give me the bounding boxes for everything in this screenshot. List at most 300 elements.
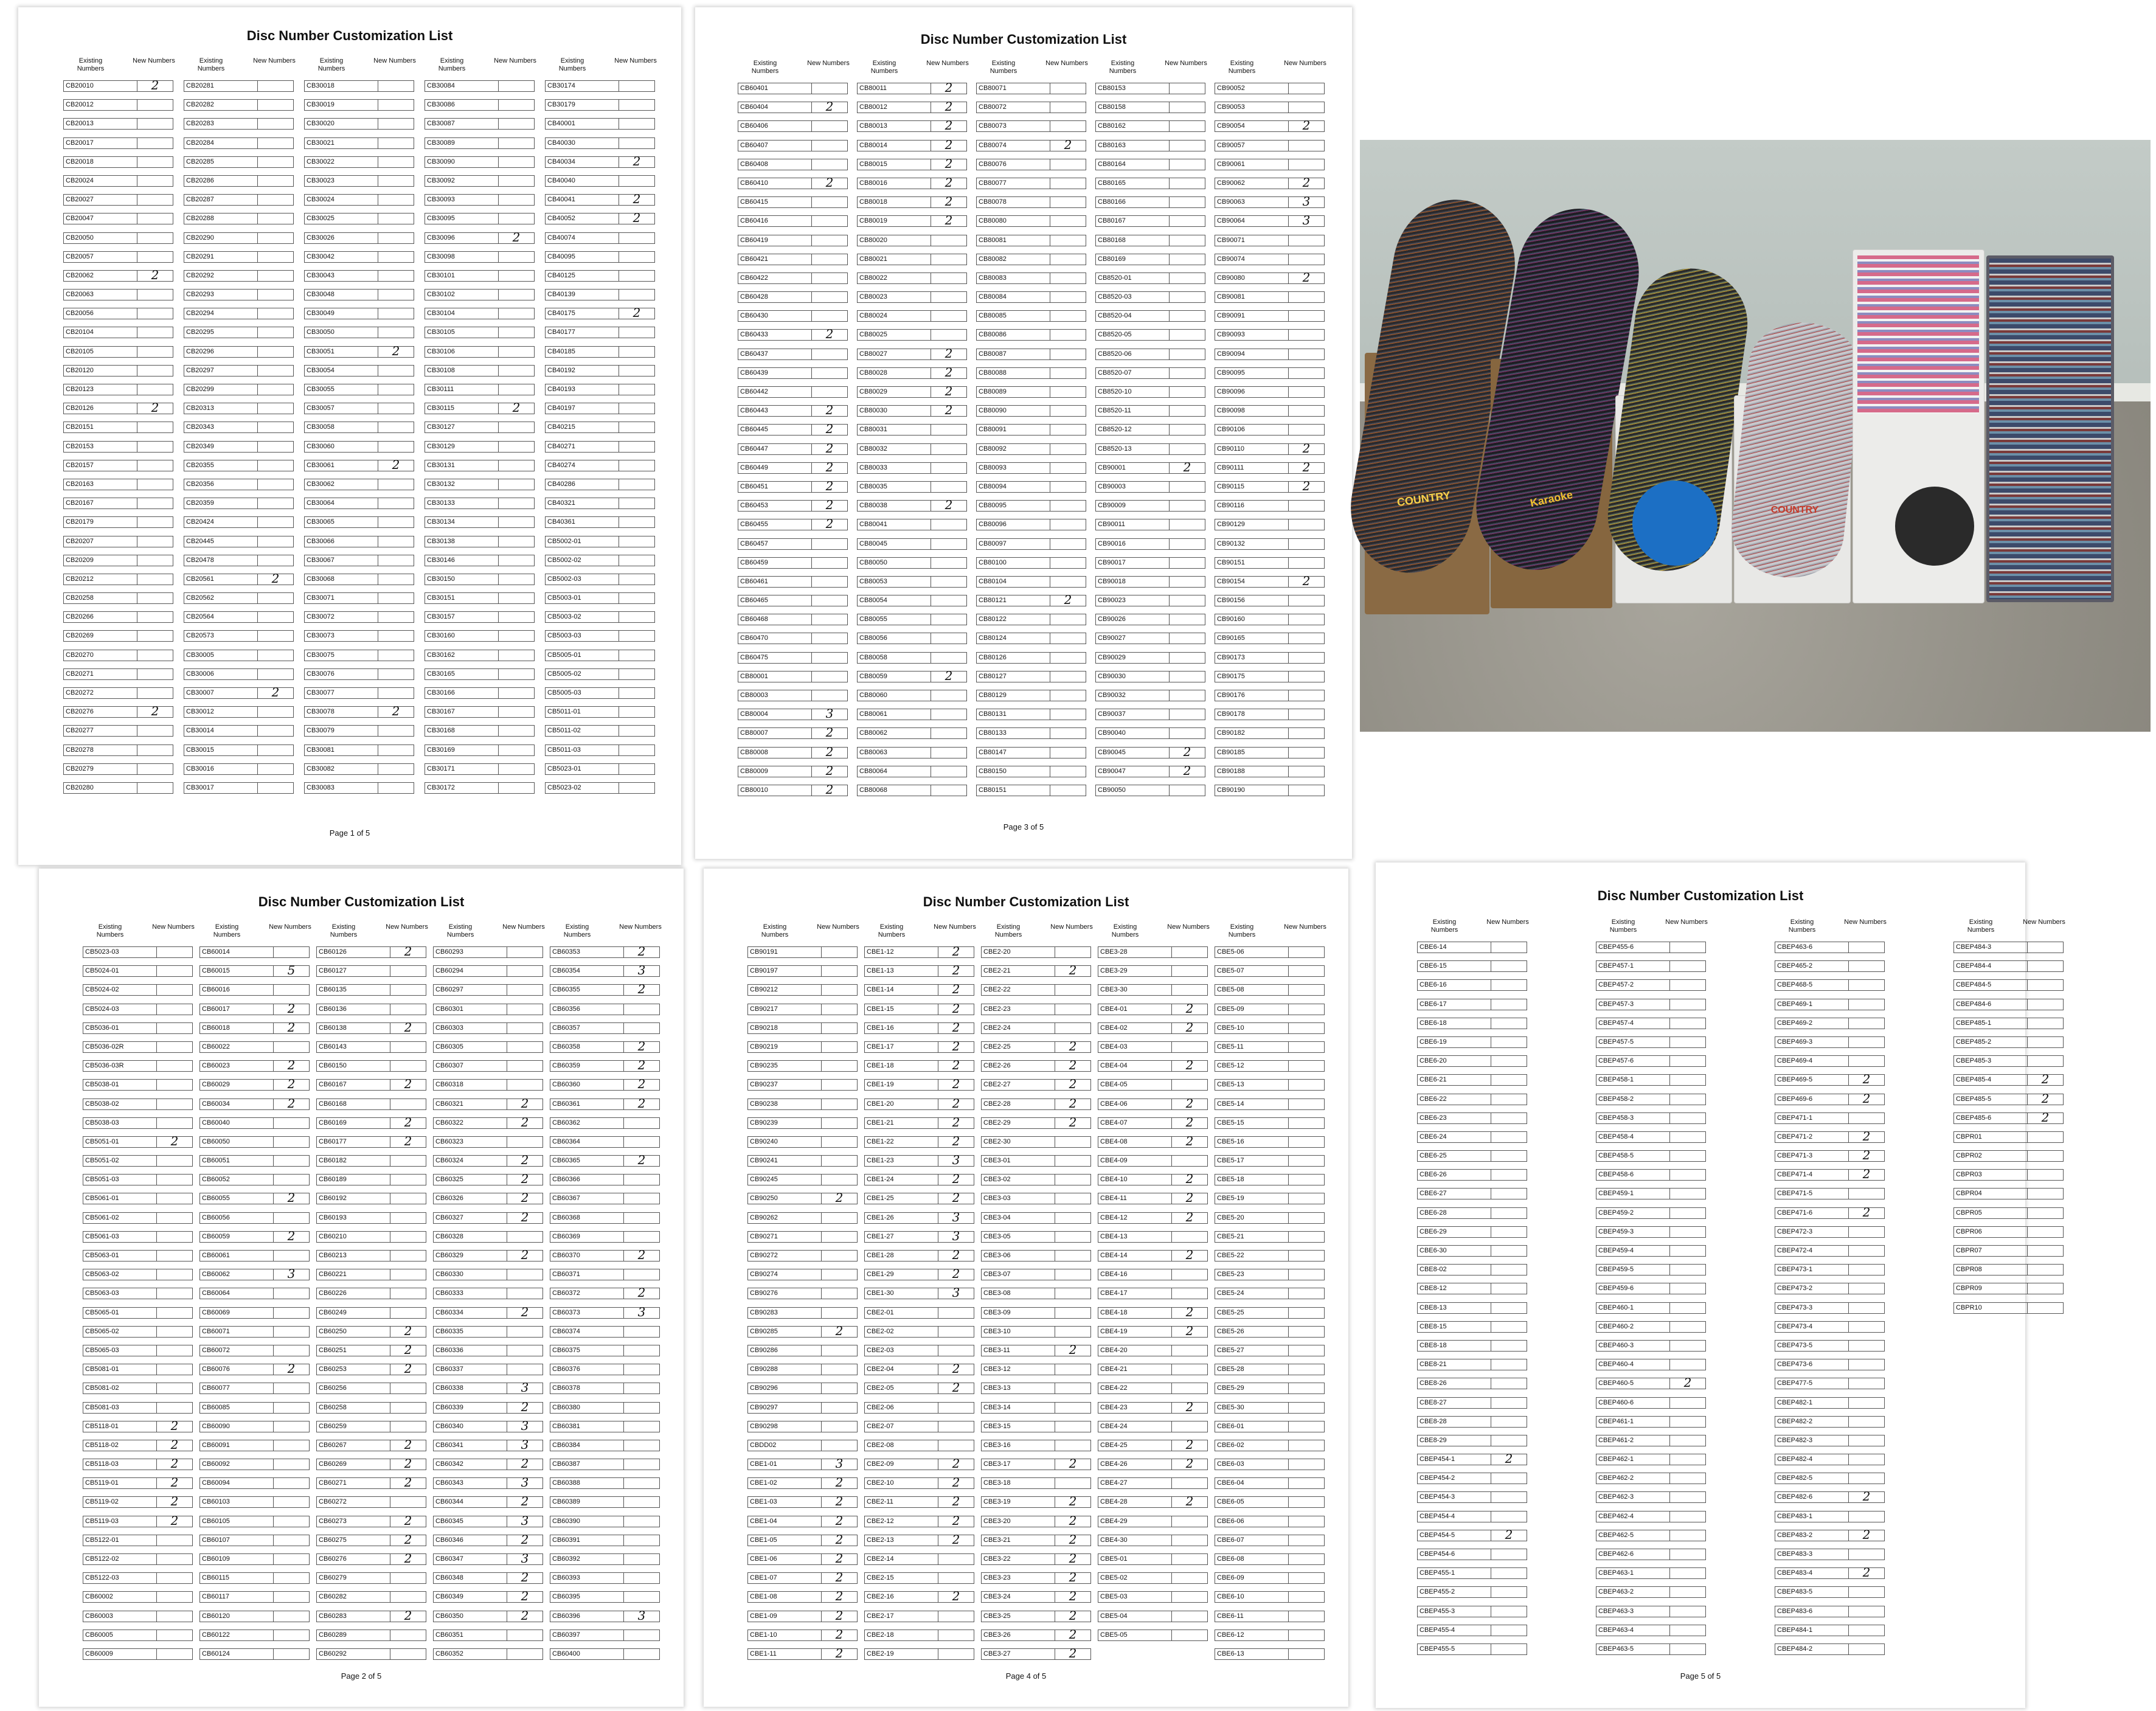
new-number-field[interactable] [137, 479, 173, 490]
new-number-field[interactable] [1848, 1549, 1885, 1560]
new-number-field[interactable] [1288, 254, 1325, 265]
new-number-field[interactable]: 2 [1171, 1212, 1208, 1224]
new-number-field[interactable]: 5 [273, 965, 310, 977]
new-number-field[interactable] [938, 1648, 974, 1660]
new-number-field[interactable]: 2 [938, 1269, 974, 1280]
new-number-field[interactable] [811, 595, 848, 606]
new-number-field[interactable] [1171, 1516, 1208, 1527]
new-number-field[interactable] [1669, 1264, 1706, 1275]
new-number-field[interactable]: 2 [273, 1098, 310, 1110]
new-number-field[interactable] [821, 1250, 858, 1262]
new-number-field[interactable]: 2 [938, 965, 974, 977]
new-number-field[interactable] [1055, 1477, 1091, 1489]
new-number-field[interactable]: 2 [390, 1136, 426, 1148]
new-number-field[interactable] [1169, 424, 1205, 436]
new-number-field[interactable] [1669, 1511, 1706, 1522]
new-number-field[interactable] [1169, 349, 1205, 360]
new-number-field[interactable]: 2 [1848, 1169, 1885, 1181]
new-number-field[interactable] [1288, 727, 1325, 739]
new-number-field[interactable] [1848, 1264, 1885, 1275]
new-number-field[interactable] [2027, 1131, 2064, 1143]
new-number-field[interactable] [1848, 1359, 1885, 1370]
new-number-field[interactable]: 2 [821, 1535, 858, 1546]
new-number-field[interactable] [1050, 291, 1086, 303]
new-number-field[interactable] [2027, 1150, 2064, 1162]
new-number-field[interactable] [931, 652, 967, 664]
new-number-field[interactable] [1171, 1629, 1208, 1641]
new-number-field[interactable] [137, 516, 173, 528]
new-number-field[interactable]: 2 [1171, 1326, 1208, 1338]
new-number-field[interactable]: 3 [623, 1611, 660, 1622]
new-number-field[interactable]: 2 [931, 196, 967, 208]
new-number-field[interactable]: 2 [1171, 1402, 1208, 1414]
new-number-field[interactable] [1288, 1155, 1325, 1167]
new-number-field[interactable] [1050, 120, 1086, 132]
new-number-field[interactable] [1288, 1231, 1325, 1243]
new-number-field[interactable]: 2 [931, 671, 967, 682]
new-number-field[interactable] [498, 592, 535, 604]
new-number-field[interactable] [378, 650, 414, 661]
new-number-field[interactable] [1169, 727, 1205, 739]
new-number-field[interactable] [156, 1231, 193, 1243]
new-number-field[interactable] [273, 1117, 310, 1129]
new-number-field[interactable] [811, 671, 848, 682]
new-number-field[interactable]: 3 [821, 1459, 858, 1470]
new-number-field[interactable] [378, 725, 414, 737]
new-number-field[interactable] [390, 1155, 426, 1167]
new-number-field[interactable] [498, 650, 535, 661]
new-number-field[interactable] [811, 159, 848, 170]
new-number-field[interactable] [1288, 367, 1325, 379]
new-number-field[interactable]: 2 [2027, 1074, 2064, 1086]
new-number-field[interactable] [156, 1288, 193, 1299]
new-number-field[interactable] [619, 384, 655, 395]
new-number-field[interactable] [137, 232, 173, 244]
new-number-field[interactable] [1669, 1491, 1706, 1503]
new-number-field[interactable] [507, 1022, 543, 1034]
new-number-field[interactable] [623, 1345, 660, 1356]
new-number-field[interactable] [623, 1477, 660, 1489]
new-number-field[interactable] [1491, 1283, 1527, 1294]
new-number-field[interactable] [1669, 1188, 1706, 1199]
new-number-field[interactable] [1169, 443, 1205, 455]
new-number-field[interactable] [1169, 405, 1205, 417]
new-number-field[interactable] [390, 1288, 426, 1299]
new-number-field[interactable] [257, 422, 294, 433]
new-number-field[interactable] [273, 1155, 310, 1167]
new-number-field[interactable] [156, 1307, 193, 1319]
new-number-field[interactable] [619, 706, 655, 718]
new-number-field[interactable] [931, 443, 967, 455]
new-number-field[interactable] [1288, 557, 1325, 569]
new-number-field[interactable]: 2 [938, 1193, 974, 1204]
new-number-field[interactable] [1171, 1155, 1208, 1167]
new-number-field[interactable] [1050, 785, 1086, 796]
new-number-field[interactable]: 2 [1171, 1440, 1208, 1451]
new-number-field[interactable] [137, 346, 173, 358]
new-number-field[interactable]: 2 [1169, 766, 1205, 777]
new-number-field[interactable] [2027, 1283, 2064, 1294]
new-number-field[interactable] [1848, 1036, 1885, 1048]
new-number-field[interactable] [498, 289, 535, 300]
new-number-field[interactable]: 2 [507, 1496, 543, 1508]
new-number-field[interactable] [931, 310, 967, 322]
new-number-field[interactable] [1171, 1364, 1208, 1375]
new-number-field[interactable] [931, 291, 967, 303]
new-number-field[interactable] [137, 251, 173, 263]
new-number-field[interactable] [498, 327, 535, 338]
new-number-field[interactable] [1669, 1567, 1706, 1579]
new-number-field[interactable] [938, 1402, 974, 1414]
new-number-field[interactable]: 2 [938, 1477, 974, 1489]
new-number-field[interactable] [1288, 1629, 1325, 1641]
new-number-field[interactable] [1055, 1402, 1091, 1414]
new-number-field[interactable] [1050, 254, 1086, 265]
new-number-field[interactable] [1669, 1074, 1706, 1086]
new-number-field[interactable] [1848, 1188, 1885, 1199]
new-number-field[interactable]: 2 [619, 194, 655, 206]
new-number-field[interactable]: 2 [1491, 1530, 1527, 1541]
new-number-field[interactable] [257, 175, 294, 187]
new-number-field[interactable] [378, 574, 414, 585]
new-number-field[interactable] [1050, 310, 1086, 322]
new-number-field[interactable] [619, 175, 655, 187]
new-number-field[interactable]: 2 [938, 984, 974, 996]
new-number-field[interactable] [273, 1477, 310, 1489]
new-number-field[interactable] [821, 1155, 858, 1167]
new-number-field[interactable] [137, 555, 173, 566]
new-number-field[interactable] [257, 498, 294, 509]
new-number-field[interactable] [507, 1648, 543, 1660]
new-number-field[interactable] [821, 1174, 858, 1185]
new-number-field[interactable] [1288, 1516, 1325, 1527]
new-number-field[interactable] [1491, 1397, 1527, 1409]
new-number-field[interactable] [811, 291, 848, 303]
new-number-field[interactable]: 2 [938, 1364, 974, 1375]
new-number-field[interactable] [1171, 1553, 1208, 1565]
new-number-field[interactable] [1288, 1117, 1325, 1129]
new-number-field[interactable] [1491, 1511, 1527, 1522]
new-number-field[interactable] [498, 555, 535, 566]
new-number-field[interactable] [1491, 1491, 1527, 1503]
new-number-field[interactable] [1050, 727, 1086, 739]
new-number-field[interactable] [498, 118, 535, 130]
new-number-field[interactable] [623, 1629, 660, 1641]
new-number-field[interactable] [1491, 1359, 1527, 1370]
new-number-field[interactable] [619, 516, 655, 528]
new-number-field[interactable]: 2 [1288, 178, 1325, 189]
new-number-field[interactable] [1288, 1459, 1325, 1470]
new-number-field[interactable] [273, 1516, 310, 1527]
new-number-field[interactable] [498, 251, 535, 263]
new-number-field[interactable] [811, 272, 848, 284]
new-number-field[interactable] [507, 1326, 543, 1338]
new-number-field[interactable]: 2 [811, 102, 848, 113]
new-number-field[interactable] [1669, 1473, 1706, 1484]
new-number-field[interactable] [1848, 1112, 1885, 1124]
new-number-field[interactable]: 2 [1288, 481, 1325, 493]
new-number-field[interactable]: 2 [938, 1516, 974, 1527]
new-number-field[interactable] [1050, 329, 1086, 341]
new-number-field[interactable] [619, 725, 655, 737]
new-number-field[interactable] [1288, 538, 1325, 550]
new-number-field[interactable]: 2 [623, 946, 660, 958]
new-number-field[interactable] [1848, 1302, 1885, 1314]
new-number-field[interactable] [619, 555, 655, 566]
new-number-field[interactable] [137, 175, 173, 187]
new-number-field[interactable]: 2 [1171, 1193, 1208, 1204]
new-number-field[interactable]: 2 [1055, 1516, 1091, 1527]
new-number-field[interactable] [1848, 1018, 1885, 1029]
new-number-field[interactable] [1669, 1549, 1706, 1560]
new-number-field[interactable] [378, 270, 414, 282]
new-number-field[interactable] [1848, 942, 1885, 953]
new-number-field[interactable] [498, 763, 535, 775]
new-number-field[interactable]: 2 [1055, 1117, 1091, 1129]
new-number-field[interactable]: 2 [1171, 1459, 1208, 1470]
new-number-field[interactable]: 3 [623, 965, 660, 977]
new-number-field[interactable] [1491, 1302, 1527, 1314]
new-number-field[interactable] [378, 137, 414, 149]
new-number-field[interactable] [137, 725, 173, 737]
new-number-field[interactable] [2027, 1226, 2064, 1238]
new-number-field[interactable]: 2 [137, 270, 173, 282]
new-number-field[interactable] [390, 1098, 426, 1110]
new-number-field[interactable]: 2 [273, 1060, 310, 1072]
new-number-field[interactable]: 2 [273, 1022, 310, 1034]
new-number-field[interactable] [623, 1496, 660, 1508]
new-number-field[interactable] [811, 140, 848, 151]
new-number-field[interactable] [156, 1212, 193, 1224]
new-number-field[interactable] [1171, 1572, 1208, 1584]
new-number-field[interactable] [273, 1591, 310, 1603]
new-number-field[interactable] [1288, 1364, 1325, 1375]
new-number-field[interactable]: 3 [507, 1440, 543, 1451]
new-number-field[interactable] [137, 763, 173, 775]
new-number-field[interactable]: 2 [1848, 1567, 1885, 1579]
new-number-field[interactable] [1050, 272, 1086, 284]
new-number-field[interactable] [1848, 1283, 1885, 1294]
new-number-field[interactable] [1050, 405, 1086, 417]
new-number-field[interactable]: 2 [938, 1022, 974, 1034]
new-number-field[interactable] [273, 946, 310, 958]
new-number-field[interactable] [1050, 538, 1086, 550]
new-number-field[interactable] [378, 289, 414, 300]
new-number-field[interactable] [1169, 367, 1205, 379]
new-number-field[interactable] [390, 1648, 426, 1660]
new-number-field[interactable]: 2 [507, 1535, 543, 1546]
new-number-field[interactable] [821, 1421, 858, 1432]
new-number-field[interactable] [1491, 942, 1527, 953]
new-number-field[interactable] [1169, 652, 1205, 664]
new-number-field[interactable]: 2 [623, 1288, 660, 1299]
new-number-field[interactable] [1491, 1321, 1527, 1333]
new-number-field[interactable] [1169, 614, 1205, 625]
new-number-field[interactable] [1288, 424, 1325, 436]
new-number-field[interactable] [498, 479, 535, 490]
new-number-field[interactable] [811, 215, 848, 227]
new-number-field[interactable]: 2 [1288, 120, 1325, 132]
new-number-field[interactable]: 2 [619, 156, 655, 168]
new-number-field[interactable]: 2 [938, 1459, 974, 1470]
new-number-field[interactable] [1288, 652, 1325, 664]
new-number-field[interactable] [619, 498, 655, 509]
new-number-field[interactable] [811, 576, 848, 588]
new-number-field[interactable] [821, 1402, 858, 1414]
new-number-field[interactable] [1169, 519, 1205, 530]
new-number-field[interactable] [498, 346, 535, 358]
new-number-field[interactable] [378, 327, 414, 338]
new-number-field[interactable] [931, 785, 967, 796]
new-number-field[interactable] [623, 1326, 660, 1338]
new-number-field[interactable] [1288, 329, 1325, 341]
new-number-field[interactable] [1669, 1112, 1706, 1124]
new-number-field[interactable]: 2 [811, 443, 848, 455]
new-number-field[interactable]: 2 [938, 946, 974, 958]
new-number-field[interactable]: 2 [821, 1326, 858, 1338]
new-number-field[interactable] [1669, 979, 1706, 991]
new-number-field[interactable] [156, 984, 193, 996]
new-number-field[interactable] [156, 1022, 193, 1034]
new-number-field[interactable] [2027, 1055, 2064, 1067]
new-number-field[interactable] [2027, 999, 2064, 1010]
new-number-field[interactable] [390, 984, 426, 996]
new-number-field[interactable] [623, 1269, 660, 1280]
new-number-field[interactable] [623, 1535, 660, 1546]
new-number-field[interactable] [273, 1648, 310, 1660]
new-number-field[interactable] [623, 1004, 660, 1015]
new-number-field[interactable] [1055, 1155, 1091, 1167]
new-number-field[interactable] [156, 946, 193, 958]
new-number-field[interactable] [498, 156, 535, 168]
new-number-field[interactable] [273, 1212, 310, 1224]
new-number-field[interactable] [1491, 1625, 1527, 1636]
new-number-field[interactable]: 2 [1055, 1572, 1091, 1584]
new-number-field[interactable] [273, 1611, 310, 1622]
new-number-field[interactable] [137, 213, 173, 224]
new-number-field[interactable] [619, 346, 655, 358]
new-number-field[interactable] [137, 194, 173, 206]
new-number-field[interactable] [1669, 1036, 1706, 1048]
new-number-field[interactable] [821, 1440, 858, 1451]
new-number-field[interactable] [498, 516, 535, 528]
new-number-field[interactable] [1491, 1340, 1527, 1352]
new-number-field[interactable] [257, 327, 294, 338]
new-number-field[interactable]: 2 [811, 178, 848, 189]
new-number-field[interactable] [1288, 140, 1325, 151]
new-number-field[interactable] [1491, 1074, 1527, 1086]
new-number-field[interactable] [938, 1629, 974, 1641]
new-number-field[interactable] [1050, 766, 1086, 777]
new-number-field[interactable] [257, 479, 294, 490]
new-number-field[interactable] [1288, 386, 1325, 398]
new-number-field[interactable]: 2 [938, 1496, 974, 1508]
new-number-field[interactable]: 2 [390, 1459, 426, 1470]
new-number-field[interactable] [257, 403, 294, 414]
new-number-field[interactable]: 3 [507, 1421, 543, 1432]
new-number-field[interactable] [1288, 690, 1325, 701]
new-number-field[interactable] [378, 687, 414, 699]
new-number-field[interactable]: 2 [390, 1326, 426, 1338]
new-number-field[interactable] [273, 1496, 310, 1508]
new-number-field[interactable] [137, 650, 173, 661]
new-number-field[interactable]: 2 [1848, 1491, 1885, 1503]
new-number-field[interactable] [1669, 1283, 1706, 1294]
new-number-field[interactable] [137, 422, 173, 433]
new-number-field[interactable]: 2 [821, 1648, 858, 1660]
new-number-field[interactable] [2027, 1036, 2064, 1048]
new-number-field[interactable] [821, 1098, 858, 1110]
new-number-field[interactable] [931, 254, 967, 265]
new-number-field[interactable] [1171, 1591, 1208, 1603]
new-number-field[interactable]: 2 [273, 1193, 310, 1204]
new-number-field[interactable]: 2 [137, 706, 173, 718]
new-number-field[interactable]: 2 [390, 1079, 426, 1091]
new-number-field[interactable] [1055, 1307, 1091, 1319]
new-number-field[interactable] [498, 687, 535, 699]
new-number-field[interactable]: 3 [938, 1155, 974, 1167]
new-number-field[interactable]: 2 [1848, 1150, 1885, 1162]
new-number-field[interactable]: 2 [938, 1060, 974, 1072]
new-number-field[interactable] [156, 1364, 193, 1375]
new-number-field[interactable] [1050, 102, 1086, 113]
new-number-field[interactable] [1491, 1036, 1527, 1048]
new-number-field[interactable]: 2 [821, 1572, 858, 1584]
new-number-field[interactable] [821, 1383, 858, 1394]
new-number-field[interactable] [273, 1535, 310, 1546]
new-number-field[interactable] [137, 289, 173, 300]
new-number-field[interactable] [931, 709, 967, 720]
new-number-field[interactable] [1288, 785, 1325, 796]
new-number-field[interactable] [821, 1307, 858, 1319]
new-number-field[interactable] [1491, 1112, 1527, 1124]
new-number-field[interactable] [931, 576, 967, 588]
new-number-field[interactable]: 2 [821, 1496, 858, 1508]
new-number-field[interactable] [507, 1288, 543, 1299]
new-number-field[interactable] [257, 308, 294, 319]
new-number-field[interactable] [378, 403, 414, 414]
new-number-field[interactable] [1491, 1435, 1527, 1446]
new-number-field[interactable] [1848, 1378, 1885, 1389]
new-number-field[interactable]: 2 [938, 1004, 974, 1015]
new-number-field[interactable]: 2 [821, 1516, 858, 1527]
new-number-field[interactable] [1848, 1340, 1885, 1352]
new-number-field[interactable] [1669, 1302, 1706, 1314]
new-number-field[interactable] [619, 80, 655, 92]
new-number-field[interactable] [1169, 481, 1205, 493]
new-number-field[interactable] [1171, 1231, 1208, 1243]
new-number-field[interactable] [156, 1572, 193, 1584]
new-number-field[interactable] [156, 1155, 193, 1167]
new-number-field[interactable] [2027, 1188, 2064, 1199]
new-number-field[interactable] [498, 194, 535, 206]
new-number-field[interactable] [378, 479, 414, 490]
new-number-field[interactable] [507, 1041, 543, 1053]
new-number-field[interactable]: 2 [507, 1402, 543, 1414]
new-number-field[interactable] [1491, 1018, 1527, 1029]
new-number-field[interactable]: 2 [938, 1041, 974, 1053]
new-number-field[interactable] [156, 1269, 193, 1280]
new-number-field[interactable] [1669, 960, 1706, 972]
new-number-field[interactable]: 2 [1169, 462, 1205, 474]
new-number-field[interactable] [2027, 1018, 2064, 1029]
new-number-field[interactable] [378, 498, 414, 509]
new-number-field[interactable] [498, 498, 535, 509]
new-number-field[interactable] [1669, 1643, 1706, 1655]
new-number-field[interactable] [1491, 1264, 1527, 1275]
new-number-field[interactable] [390, 1231, 426, 1243]
new-number-field[interactable] [811, 614, 848, 625]
